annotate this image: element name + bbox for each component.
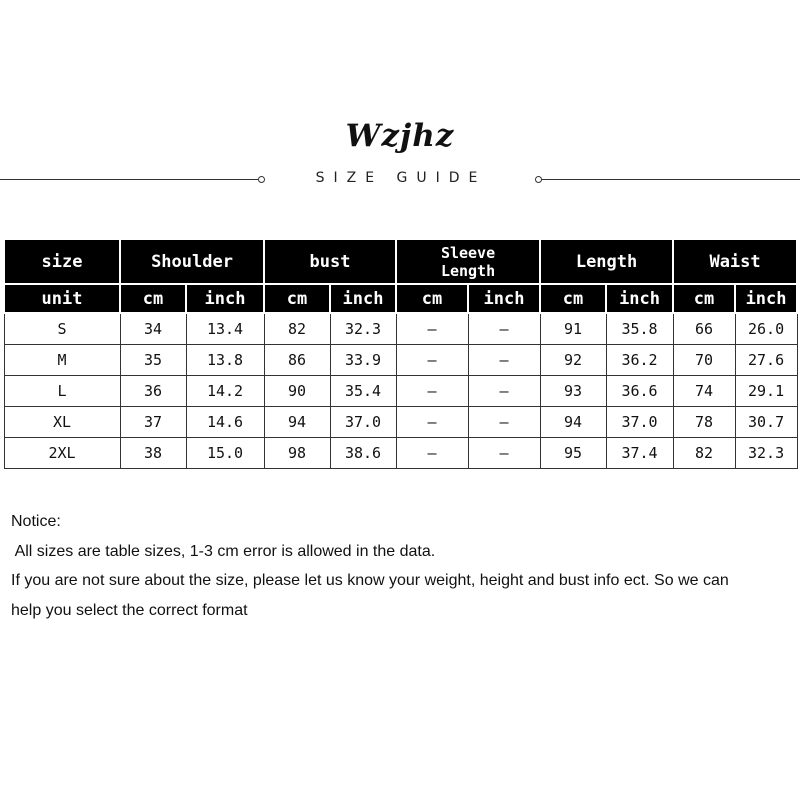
table-cell: 27.6: [735, 345, 797, 376]
unit-cell: inch: [330, 284, 396, 313]
table-cell: 37: [120, 407, 186, 438]
table-cell: 35: [120, 345, 186, 376]
header-bust: bust: [264, 239, 396, 284]
table-cell: 93: [540, 376, 606, 407]
table-cell: 98: [264, 438, 330, 469]
table-cell: —: [396, 376, 468, 407]
table-cell: S: [4, 313, 120, 345]
table-cell: 30.7: [735, 407, 797, 438]
table-cell: 14.2: [186, 376, 264, 407]
table-cell: 13.4: [186, 313, 264, 345]
unit-cell: cm: [120, 284, 186, 313]
table-cell: 38.6: [330, 438, 396, 469]
unit-cell: cm: [264, 284, 330, 313]
header-shoulder: Shoulder: [120, 239, 264, 284]
table-cell: L: [4, 376, 120, 407]
size-guide-banner: [0, 168, 800, 192]
notice-section: [11, 507, 796, 625]
table-cell: 66: [673, 313, 735, 345]
notice-line: All sizes are table sizes, 1-3 cm error is allowed in the data.: [11, 542, 436, 560]
table-row: [4, 313, 797, 345]
table-cell: 70: [673, 345, 735, 376]
divider-left: [0, 179, 258, 180]
divider-right: [541, 179, 800, 180]
header-length: Length: [540, 239, 673, 284]
table-cell: —: [396, 345, 468, 376]
table-cell: 90: [264, 376, 330, 407]
table-cell: 35.8: [606, 313, 673, 345]
unit-cell: cm: [540, 284, 606, 313]
unit-cell: cm: [396, 284, 468, 313]
table-cell: 86: [264, 345, 330, 376]
table-cell: —: [396, 438, 468, 469]
brand-logo: Wzjhz: [345, 118, 455, 154]
unit-cell: inch: [468, 284, 540, 313]
header-sleeve-length: [396, 239, 540, 284]
notice-line: If you are not sure about the size, please let us know your weight, height and bust info ect. So we can: [11, 572, 729, 589]
table-cell: 26.0: [735, 313, 797, 345]
table-row: [4, 407, 797, 438]
table-cell: M: [4, 345, 120, 376]
size-chart-table: [3, 238, 798, 469]
unit-row: [4, 284, 797, 313]
unit-cell: inch: [735, 284, 797, 313]
unit-cell: unit: [4, 284, 120, 313]
table-cell: 78: [673, 407, 735, 438]
table-cell: 35.4: [330, 376, 396, 407]
table-cell: —: [396, 313, 468, 345]
table-cell: 91: [540, 313, 606, 345]
header-row: [4, 239, 797, 284]
table-cell: 14.6: [186, 407, 264, 438]
table-cell: 37.4: [606, 438, 673, 469]
table-cell: 38: [120, 438, 186, 469]
header-waist: Waist: [673, 239, 797, 284]
notice-title: Notice:: [11, 513, 61, 530]
header-sleeve-line1: Sleeve: [440, 243, 496, 262]
table-cell: 82: [673, 438, 735, 469]
table-row: [4, 438, 797, 469]
header-sleeve-line2: Length: [440, 261, 496, 280]
table-cell: —: [468, 438, 540, 469]
table-row: [4, 376, 797, 407]
table-cell: 36.2: [606, 345, 673, 376]
table-cell: 36: [120, 376, 186, 407]
table-cell: 37.0: [330, 407, 396, 438]
table-cell: 13.8: [186, 345, 264, 376]
table-cell: 95: [540, 438, 606, 469]
table-cell: 74: [673, 376, 735, 407]
table-cell: 29.1: [735, 376, 797, 407]
table-cell: —: [396, 407, 468, 438]
size-guide-title: SIZE GUIDE: [315, 170, 487, 186]
header-size: size: [4, 239, 120, 284]
table-cell: —: [468, 376, 540, 407]
table-cell: 32.3: [735, 438, 797, 469]
table-cell: —: [468, 313, 540, 345]
table-cell: 33.9: [330, 345, 396, 376]
unit-cell: inch: [186, 284, 264, 313]
table-cell: 94: [264, 407, 330, 438]
table-cell: 82: [264, 313, 330, 345]
table-cell: 36.6: [606, 376, 673, 407]
table-cell: —: [468, 407, 540, 438]
table-row: [4, 345, 797, 376]
divider-dot-left: [258, 176, 265, 183]
table-cell: 94: [540, 407, 606, 438]
table-cell: 37.0: [606, 407, 673, 438]
table-cell: 92: [540, 345, 606, 376]
notice-line: help you select the correct format: [11, 601, 248, 619]
unit-cell: cm: [673, 284, 735, 313]
table-cell: 32.3: [330, 313, 396, 345]
table-cell: —: [468, 345, 540, 376]
table-cell: 34: [120, 313, 186, 345]
table-cell: 2XL: [4, 438, 120, 469]
table-cell: XL: [4, 407, 120, 438]
unit-cell: inch: [606, 284, 673, 313]
table-cell: 15.0: [186, 438, 264, 469]
